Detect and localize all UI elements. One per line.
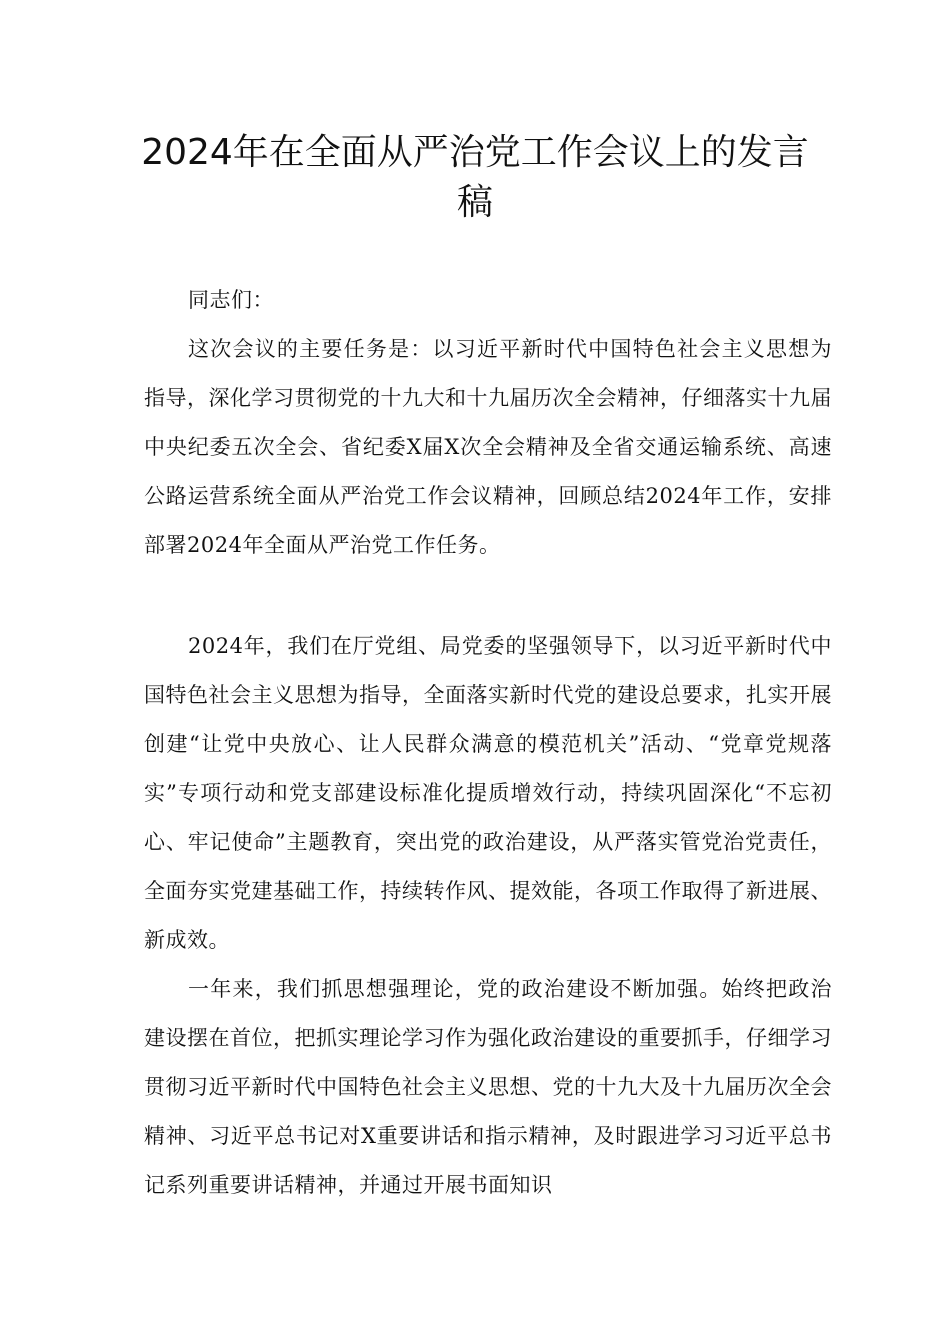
- paragraph-2024-summary: 2024年，我们在厅党组、局党委的坚强领导下，以习近平新时代中国特色社会主义思想为指导，全面落实新时代党的建设总要求，扎实开展创建“让党中央放心、让人民群众满意的模范机关”活动、“党章党规落实”专项行动和党支部建设标准化提质增效行动，持续巩固深化“不忘初心、牢记使命”主题教育，突出党的政治建设，从严落实管党治党责任，全面夯实党建基础工作，持续转作风、提效能，各项工作取得了新进展、新成效。: [144, 634, 832, 952]
- paragraph-political-building: 一年来，我们抓思想强理论，党的政治建设不断加强。始终把政治建设摆在首位，把抓实理论学习作为强化政治建设的重要抓手，仔细学习贯彻习近平新时代中国特色社会主义思想、党的十九大及十九届历次全会精神、习近平总书记对X重要讲话和指示精神，及时跟进学习习近平总书记系列重要讲话精神，并通过开展书面知识: [144, 977, 832, 1197]
- salutation: 同志们：: [188, 288, 274, 312]
- paragraph-meeting-tasks: 这次会议的主要任务是：以习近平新时代中国特色社会主义思想为指导，深化学习贯彻党的十九大和十九届历次全会精神，仔细落实十九届中央纪委五次全会、省纪委X届X次全会精神及全省交通运输系统、高速公路运营系统全面从严治党工作会议精神，回顾总结2024年工作，安排部署2024年全面从严治党工作任务。: [144, 337, 832, 557]
- document-title: 2024年在全面从严治党工作会议上的发言稿: [141, 132, 809, 223]
